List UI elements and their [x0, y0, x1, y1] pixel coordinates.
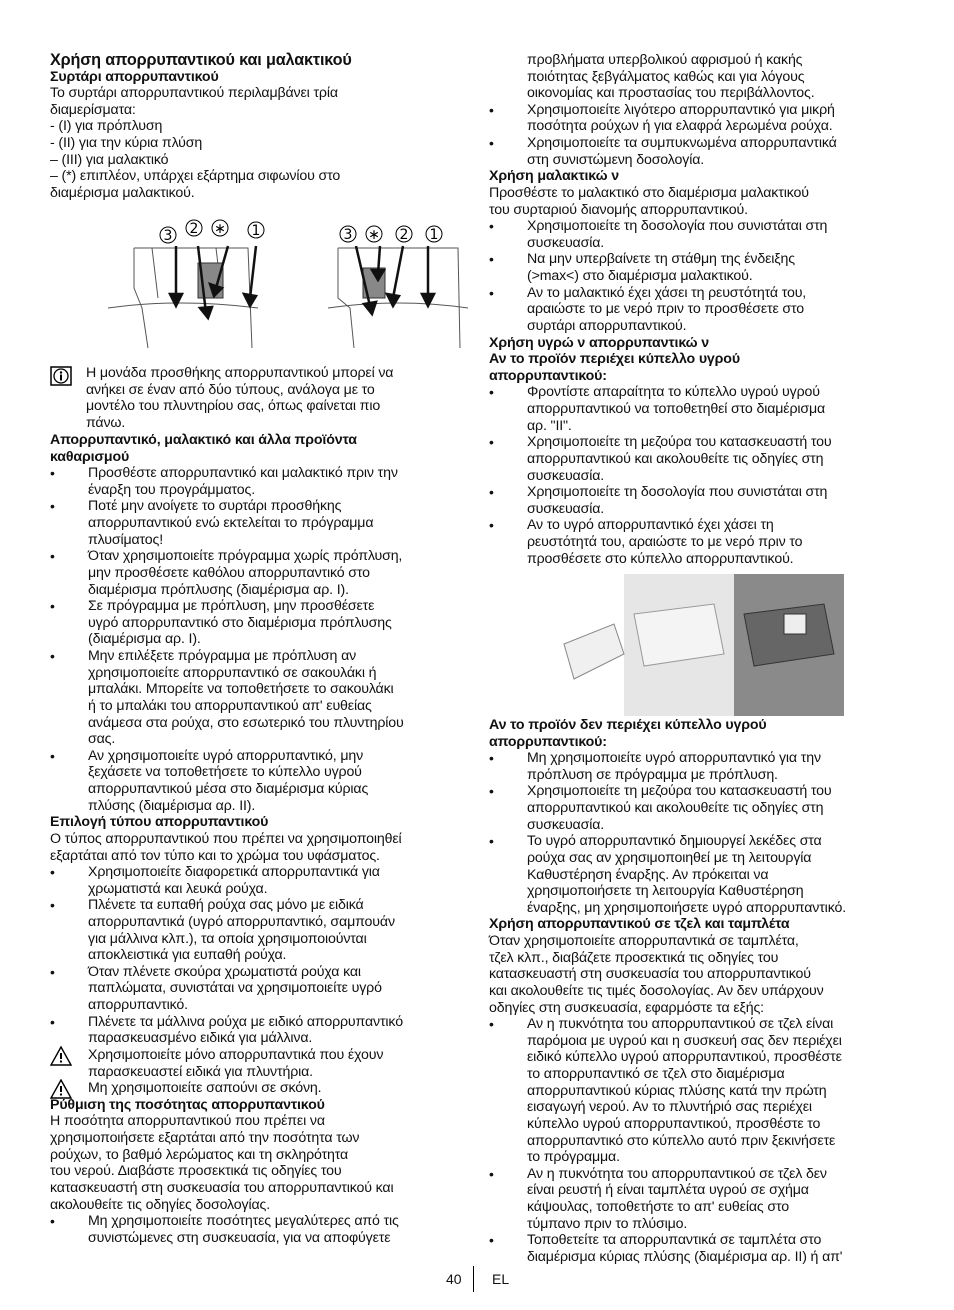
text-line: παρόμοια με υγρού και η συσκευή σας δεν περιέχει: [527, 1032, 842, 1049]
text-line: Χρησιμοποιείτε τη δοσολογία που συνιστάται στη: [527, 218, 828, 235]
text-line: το πρόγραμμα.: [527, 1149, 620, 1166]
text-line: ανάμεσα στα ρούχα, στο εσωτερικό του πλυντηρίου: [88, 714, 404, 731]
text-line: Μη χρησιμοποιείτε ποσότητες μεγαλύτερες από τις: [88, 1213, 399, 1230]
text-line: συσκευασία.: [527, 500, 605, 517]
text-line: χρησιμοποιήσετε εξαρτάται από την ποσότητα των: [50, 1130, 360, 1147]
text-line: Χρησιμοποιείτε μόνο απορρυπαντικά που έχουν: [88, 1046, 384, 1063]
bullet-icon: •: [489, 833, 494, 850]
text-line: Χρησιμοποιείτε τη μεζούρα του κατασκευαστή του: [527, 434, 832, 451]
text-line: Ο τύπος απορρυπαντικού που πρέπει να χρησιμοποιηθεί: [50, 830, 402, 847]
text-line: Πλένετε τα μάλλινα ρούχα με ειδικό απορρυπαντικό: [88, 1013, 403, 1030]
bullet-icon: •: [50, 598, 55, 615]
text-line: τύμπανο πριν το πλύσιμο.: [527, 1215, 688, 1232]
section-heading: καθαρισμού: [50, 448, 130, 465]
bullet-icon: •: [489, 218, 494, 235]
text-line: συσκευασία.: [527, 234, 605, 251]
text-line: Να μην υπερβαίνετε τη στάθμη της ένδειξης: [527, 251, 795, 268]
section-heading: Αν το προϊόν δεν περιέχει κύπελλο υγρού: [489, 717, 767, 733]
text-line: απορρυπαντικού ενώ εκτελείται το πρόγραμμα: [88, 515, 374, 532]
info-icon: [50, 366, 72, 386]
text-line: ρευστότητά του, αραιώστε το με νερό πριν το: [527, 533, 803, 550]
section-heading: Επιλογή τύπου απορρυπαντικού: [50, 814, 269, 831]
text-line: Χρησιμοποιείτε τα συμπυκνωμένα απορρυπαντικά: [527, 135, 837, 152]
bullet-icon: •: [50, 548, 55, 565]
text-line: προβλήματα υπερβολικού αφρισμού ή κακής: [527, 52, 803, 68]
text-line: έναρξη του προγράμματος.: [88, 481, 256, 498]
text-line: απορρυπαντικό.: [88, 997, 188, 1014]
text-line: κατασκευαστή στη συσκευασία του απορρυπαντικού και: [50, 1179, 394, 1196]
text-line: συνιστώμενες στη συσκευασία, για να αποφύγετε: [88, 1229, 391, 1246]
text-line: είναι ρευστή ή είναι ταμπλέτα υγρού σε σχήμα: [527, 1182, 809, 1199]
bullet-icon: •: [50, 465, 55, 482]
text-line: Σε πρόγραμμα με πρόπλυση, μην προσθέσετε: [88, 598, 375, 615]
text-line: ξεχάσετε να τοποθετήσετε το κύπελλο υγρού: [88, 764, 362, 781]
text-line: Χρησιμοποιείτε διαφορετικά απορρυπαντικά για: [88, 864, 380, 881]
section-heading: απορρυπαντικού:: [489, 367, 607, 384]
text-line: ποσότητα ρούχων ή για ελαφρά λερωμένα ρούχα.: [527, 118, 833, 135]
text-line: Καθυστέρηση έναρξης. Αν πρόκειται να: [527, 866, 769, 883]
bullet-icon: •: [50, 747, 55, 764]
section-heading: Συρτάρι απορρυπαντικού: [50, 68, 219, 85]
bullet-icon: •: [50, 897, 55, 914]
text-line: Χρησιμοποιείτε τη μεζούρα του κατασκευαστή του: [527, 783, 832, 800]
bullet-icon: •: [50, 864, 55, 881]
bullet-icon: •: [489, 135, 494, 152]
text-line: – (*) επιπλέον, υπάρχει εξάρτημα σιφωνίου στο: [50, 168, 341, 185]
note-text-line: ανήκει σε έναν από δύο τύπους, ανάλογα με το: [86, 381, 375, 398]
section-heading: Αν το προϊόν περιέχει κύπελλο υγρού: [489, 351, 740, 368]
text-line: υγρό απορρυπαντικό στο διαμέρισμα πρόπλυσης: [88, 614, 392, 631]
text-line: συρτάρι απορρυπαντικού.: [527, 317, 687, 334]
text-line: Το υγρό απορρυπαντικό δημιουργεί λεκέδες στα: [527, 833, 822, 850]
text-line: απορρυπαντικού και ακολουθείτε τις οδηγίες στη: [527, 800, 824, 817]
text-line: τζελ κλπ., διαβάζετε προσεκτικά τις οδηγίες του: [489, 949, 779, 966]
text-line: συσκευασία.: [527, 467, 605, 484]
svg-text:1: 1: [429, 227, 439, 243]
bullet-icon: •: [489, 101, 494, 118]
text-line: ρούχα σας αν χρησιμοποιηθεί με τη λειτουργία: [527, 849, 812, 866]
text-line: απορρυπαντικού κύριας πλύσης κατά την πρώτη: [527, 1082, 827, 1099]
text-line: παρασκευαστεί ειδικά για πλυντήρια.: [88, 1063, 313, 1080]
liquid-detergent-cup-photo: [544, 574, 844, 716]
text-line: Αν η πυκνότητα του απορρυπαντικού σε τζελ είναι: [527, 1016, 834, 1033]
text-line: Χρησιμοποιείτε λιγότερο απορρυπαντικό για μικρή: [527, 101, 835, 118]
text-line: Αν το υγρό απορρυπαντικό έχει χάσει τη: [527, 517, 774, 534]
text-line: πρόπλυση σε πρόγραμμα με πρόπλυση.: [527, 766, 778, 783]
text-line: εξαρτάται από τον τύπο και το χρώμα του υφάσματος.: [50, 847, 380, 864]
bullet-icon: •: [489, 384, 494, 401]
svg-text:∗: ∗: [368, 227, 380, 243]
svg-text:2: 2: [399, 227, 409, 243]
text-line: Όταν χρησιμοποιείτε απορρυπαντικά σε ταμπλέτα,: [489, 933, 799, 950]
text-line: Προσθέστε απορρυπαντικό και μαλακτικό πριν την: [88, 465, 398, 482]
text-line: χρωματιστά και λευκά ρούχα.: [88, 880, 268, 897]
section-heading: απορρυπαντικού:: [489, 733, 607, 750]
bullet-icon: •: [50, 1213, 55, 1230]
text-line: εισαγωγή νερού. Αν το πλυντήριό σας περιέχει: [527, 1099, 812, 1116]
note-text-line: Η μονάδα προσθήκης απορρυπαντικού μπορεί να: [86, 365, 394, 381]
bullet-icon: •: [489, 517, 494, 534]
note-text-line: πάνω.: [86, 414, 126, 431]
text-line: οδηγίες στη συσκευασία, εφαρμόστε τα εξής:: [489, 999, 764, 1016]
bullet-icon: •: [489, 251, 494, 268]
section-heading: Απορρυπαντικό, μαλακτικό και άλλα προϊόντα: [50, 432, 357, 448]
bullet-icon: •: [50, 963, 55, 980]
bullet-icon: •: [50, 1013, 55, 1030]
bullet-icon: •: [489, 750, 494, 767]
text-line: (διαμέρισμα αρ. I).: [88, 631, 201, 648]
text-line: – (III) για μαλακτικό: [50, 151, 169, 168]
svg-text:∗: ∗: [214, 221, 226, 237]
section-heading: Χρήση απορρυπαντικού και μαλακτικού: [50, 51, 352, 69]
text-line: Προσθέστε το μαλακτικό στο διαμέρισμα μαλακτικού: [489, 184, 809, 201]
bullet-icon: •: [489, 1165, 494, 1182]
text-line: ποιότητας ξεβγάλματος καθώς και για λόγους: [527, 68, 805, 85]
text-line: οικονομίας και προστασίας του περιβάλλοντος.: [527, 85, 815, 102]
footer-separator: [473, 1266, 474, 1292]
text-line: Όταν χρησιμοποιείτε πρόγραμμα χωρίς πρόπλυση,: [88, 548, 403, 565]
text-line: Ποτέ μην ανοίγετε το συρτάρι προσθήκης: [88, 498, 342, 515]
bullet-icon: •: [489, 783, 494, 800]
text-line: ρούχων, το βαθμό λερώματος και τη σκληρότητα: [50, 1146, 349, 1163]
text-line: Αν χρησιμοποιείτε υγρό απορρυπαντικό, μην: [88, 747, 364, 764]
text-line: κάψουλας, τοποθετήστε το απ' ευθείας στο: [527, 1198, 789, 1215]
text-line: πλύσης (διαμέρισμα αρ. II).: [88, 797, 256, 814]
text-line: απορρυπαντικά (υγρό απορρυπαντικό, σαμπουάν: [88, 913, 395, 930]
section-heading: Χρήση υγρώ ν απορρυπαντικώ ν: [489, 334, 709, 351]
text-line: του συρταριού διανομής απορρυπαντικού.: [489, 201, 748, 218]
svg-text:1: 1: [251, 223, 261, 239]
text-line: απορρυπαντικό στο κύπελλο αυτό πριν ξεκινήσετε: [527, 1132, 836, 1149]
text-line: διαμέρισμα κύριας πλύσης (διαμέρισμα αρ. II) ή απ': [527, 1248, 843, 1265]
text-line: ακολουθείτε τις οδηγίες δοσολογίας.: [50, 1196, 270, 1213]
text-line: Φροντίστε απαραίτητα το κύπελλο υγρού υγρού: [527, 384, 820, 401]
text-line: Τοποθετείτε τα απορρυπαντικά σε ταμπλέτα στο: [527, 1232, 822, 1249]
text-line: κατασκευαστή στη συσκευασία του απορρυπαντικού: [489, 966, 811, 983]
svg-text:3: 3: [343, 227, 353, 243]
text-line: ή το μπαλάκι του απορρυπαντικού απ' ευθείας: [88, 697, 372, 714]
bullet-icon: •: [489, 1016, 494, 1033]
detergent-drawer-illustration: [98, 218, 468, 358]
text-line: ειδικό κύπελλο υγρού απορρυπαντικού, προσθέστε: [527, 1049, 842, 1066]
bullet-icon: •: [489, 1232, 494, 1249]
text-line: και ακολουθείτε τις τιμές δοσολογίας. Αν δεν υπάρχουν: [489, 982, 824, 999]
text-line: Αν το μαλακτικό έχει χάσει τη ρευστότητά του,: [527, 284, 807, 301]
text-line: προσθέσετε στο κύπελλο απορρυπαντικού.: [527, 550, 794, 567]
text-line: διαμερίσματα:: [50, 101, 136, 118]
text-line: χρησιμοποιείτε απορρυπαντικό σε σακουλάκι ή: [88, 664, 377, 681]
text-line: συσκευασία.: [527, 816, 605, 833]
text-line: διαμέρισμα πρόπλυσης (διαμέρισμα αρ. I).: [88, 581, 349, 598]
text-line: απορρυπαντικού μέσα στο διαμέρισμα κύριας: [88, 781, 369, 798]
text-line: Μη χρησιμοποιείτε σαπούνι σε σκόνη.: [88, 1080, 322, 1097]
bullet-icon: •: [50, 648, 55, 665]
section-heading: Ρύθμιση της ποσότητας απορρυπαντικού: [50, 1096, 325, 1113]
text-line: του νερού. Διαβάστε προσεκτικά τις οδηγίες του: [50, 1163, 342, 1180]
bullet-icon: •: [489, 434, 494, 451]
text-line: - (I) για πρόπλυση: [50, 118, 163, 135]
text-line: - (II) για την κύρια πλύση: [50, 135, 203, 152]
text-line: απορρυπαντικού να τοποθετηθεί στο διαμέρισμα: [527, 401, 826, 418]
text-line: αποκλειστικά για ευπαθή ρούχα.: [88, 947, 287, 964]
text-line: αρ. "II".: [527, 417, 572, 434]
text-line: Μην επιλέξετε πρόγραμμα με πρόπλυση αν: [88, 648, 357, 665]
text-line: μην προσθέσετε καθόλου απορρυπαντικό στο: [88, 564, 370, 581]
text-line: Μη χρησιμοποιείτε υγρό απορρυπαντικό για την: [527, 750, 821, 767]
text-line: στη συνιστώμενη δοσολογία.: [527, 151, 705, 168]
text-line: Πλένετε τα ευπαθή ρούχα σας μόνο με ειδικά: [88, 897, 364, 914]
text-line: απορρυπαντικού και ακολουθείτε τις οδηγίες στη: [527, 450, 824, 467]
text-line: το απορρυπαντικό σε τζελ στο διαμέρισμα: [527, 1066, 785, 1083]
bullet-icon: •: [489, 484, 494, 501]
section-heading: Χρήση απορρυπαντικού σε τζελ και ταμπλέτα: [489, 916, 790, 933]
text-line: χρησιμοποιήσετε τη λειτουργία Καθυστέρηση: [527, 883, 804, 900]
svg-text:3: 3: [163, 228, 173, 244]
text-line: Το συρτάρι απορρυπαντικού περιλαμβάνει τρία: [50, 85, 338, 102]
note-text-line: μοντέλο του πλυντηρίου σας, όπως φαίνεται πιο: [86, 398, 381, 415]
svg-text:2: 2: [189, 221, 199, 237]
text-line: Αν η πυκνότητα του απορρυπαντικού σε τζελ δεν: [527, 1165, 827, 1182]
warning-icon: [50, 1046, 72, 1066]
text-line: έναρξης, μη χρησιμοποιήσετε υγρό απορρυπαντικό.: [527, 899, 846, 916]
text-line: για μάλλινα κλπ.), τα οποία χρησιμοποιούνται: [88, 930, 367, 947]
section-heading: Χρήση μαλακτικώ ν: [489, 168, 619, 185]
bullet-icon: •: [50, 498, 55, 515]
text-line: σας.: [88, 731, 116, 748]
text-line: αραιώστε το με νερό πριν το προσθέσετε στο: [527, 301, 805, 318]
page-lang: EL: [492, 1271, 510, 1287]
text-line: διαμέρισμα μαλακτικού.: [50, 184, 195, 201]
text-line: (>max<) στο διαμέρισμα μαλακτικού.: [527, 268, 753, 285]
text-line: πλυσίματος!: [88, 531, 164, 548]
text-line: Όταν πλένετε σκούρα χρωματιστά ρούχα και: [88, 963, 361, 980]
text-line: κύπελλο υγρού απορρυπαντικού, προσθέστε το: [527, 1115, 821, 1132]
page-number: 40: [446, 1271, 462, 1287]
text-line: παπλώματα, συνιστάται να χρησιμοποιείτε υγρό: [88, 980, 382, 997]
bullet-icon: •: [489, 284, 494, 301]
text-line: μπαλάκι. Μπορείτε να τοποθετήσετε το σακουλάκι: [88, 681, 394, 698]
text-line: παρασκευασμένο ειδικά για μάλλινα.: [88, 1030, 313, 1047]
text-line: Χρησιμοποιείτε τη δοσολογία που συνιστάται στη: [527, 484, 828, 501]
text-line: Η ποσότητα απορρυπαντικού που πρέπει να: [50, 1113, 325, 1130]
